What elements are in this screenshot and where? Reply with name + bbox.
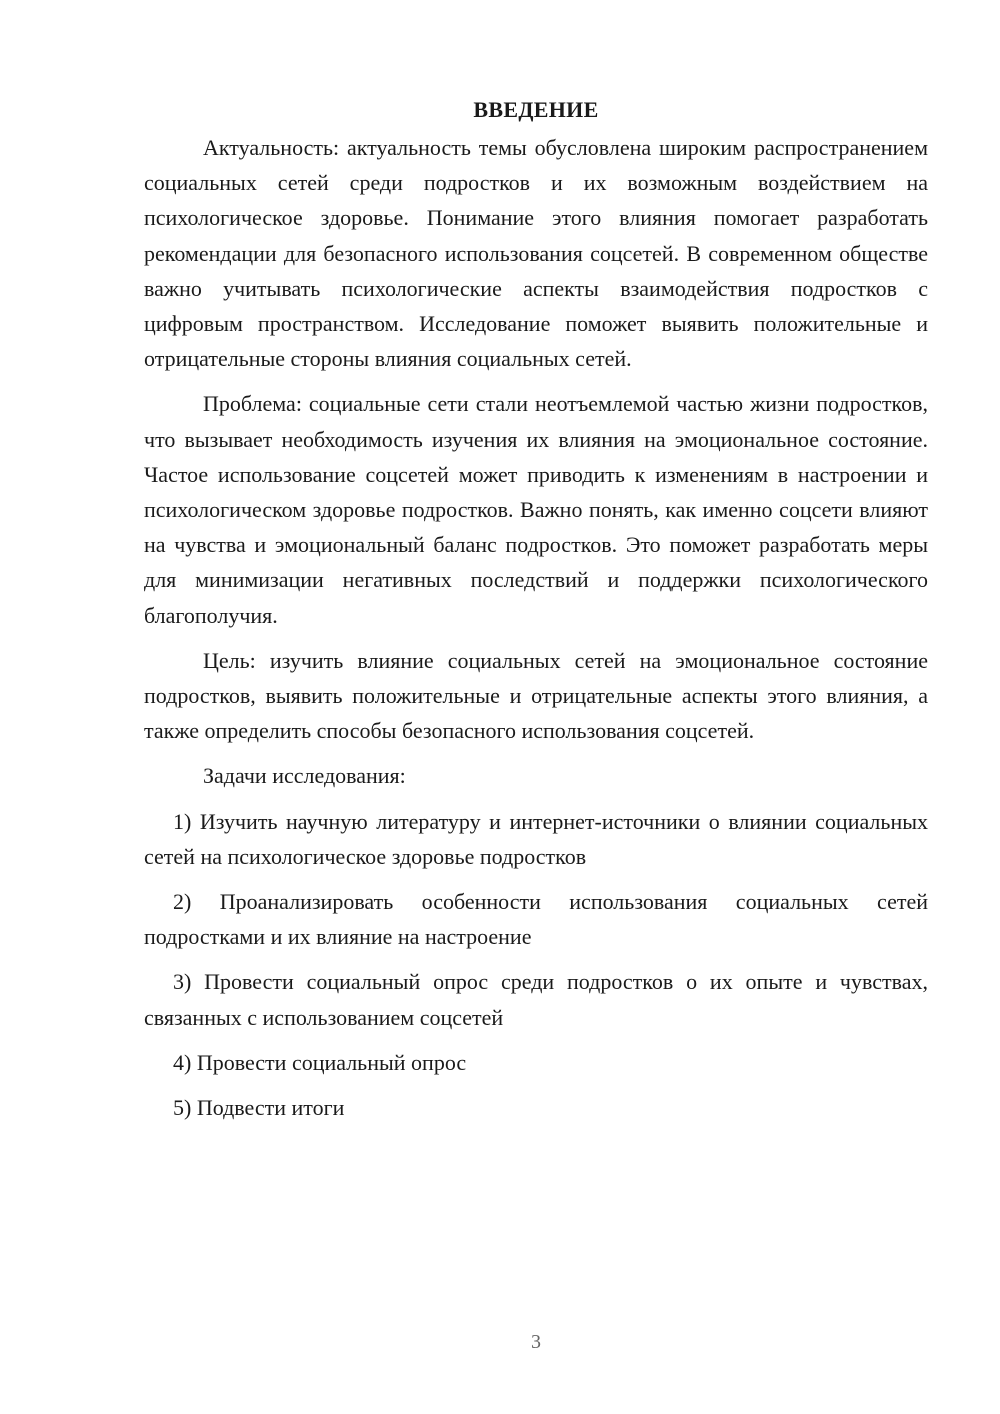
paragraph-goal: Цель: изучить влияние социальных сетей на эмоциональное состояние подростков, выявить положительные и отрицательные аспекты этого влияния, а также определить способы безопасного использования соцсетей.	[144, 647, 928, 744]
list-item: 3) Провести социальный опрос среди подростков о их опыте и чувствах, связанных с использованием соцсетей	[144, 969, 928, 1030]
list-item: 5) Подвести итоги	[173, 1095, 345, 1121]
list-item: 4) Провести социальный опрос	[173, 1049, 467, 1075]
paragraph-problem: Проблема: социальные сети стали неотъемлемой частью жизни подростков, что вызывает необходимость изучения их влияния на эмоциональное состояние. Частое использование соцсетей может приводить к изменениям в настроении и психологическом здоровье подростков. Важно понять, как именно соцсети влияют на чувства и эмоциональный баланс подростков. Это поможет разработать меры для минимизации негативных последствий и поддержки психологического благополучия.	[144, 391, 928, 628]
list-item: 1) Изучить научную литературу и интернет-источники о влиянии социальных сетей на психологическое здоровье подростков	[144, 808, 928, 869]
page-number: 3	[531, 1331, 541, 1353]
list-item: 2) Проанализировать особенности использования социальных сетей подростками и их влияние на настроение	[144, 889, 928, 950]
paragraph-tasks-heading: Задачи исследования:	[203, 763, 406, 789]
paragraph-relevance: Актуальность: актуальность темы обусловлена широким распространением социальных сетей среди подростков и их возможным воздействием на психологическое здоровье. Понимание этого влияния помогает разработать рекомендации для безопасного использования соцсетей. В современном обществе важно учитывать психологические аспекты взаимодействия подростков с цифровым пространством. Исследование поможет выявить положительные и отрицательные стороны влияния социальных сетей.	[144, 135, 928, 372]
document-page	[144, 90, 928, 1135]
section-title: ВВЕДЕНИЕ	[473, 97, 599, 122]
